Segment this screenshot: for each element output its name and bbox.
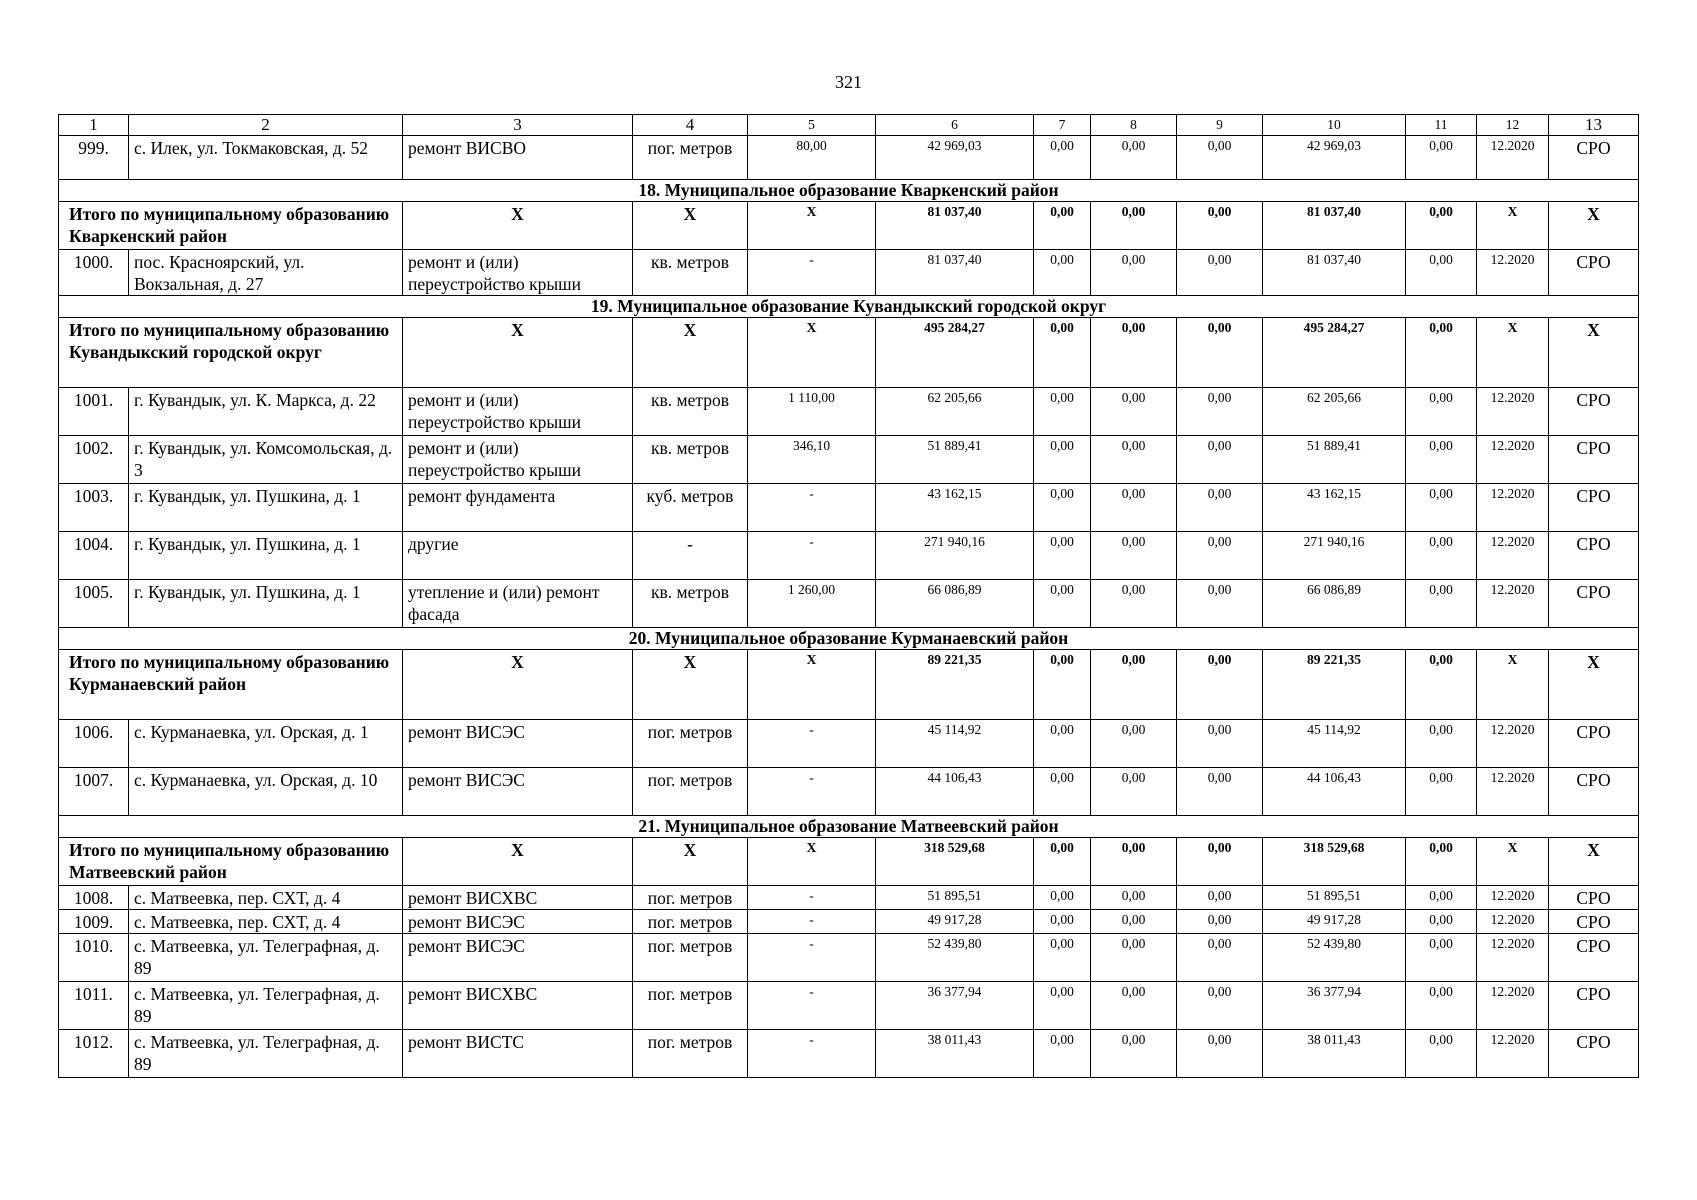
- row-address: с. Курманаевка, ул. Орская, д. 10: [129, 768, 403, 816]
- table-row: [59, 934, 1639, 982]
- total-value-c10: 81 037,40: [1263, 202, 1406, 250]
- row-value-c10: 51 889,41: [1263, 436, 1406, 484]
- row-executor: СРО: [1549, 388, 1639, 436]
- row-number: 1012.: [59, 1030, 129, 1078]
- row-unit: пог. метров: [633, 136, 748, 180]
- total-value-c8: 0,00: [1091, 202, 1177, 250]
- row-value-c5: -: [748, 532, 876, 580]
- row-address: г. Кувандык, ул. Комсомольская, д. 3: [129, 436, 403, 484]
- total-value-c7: 0,00: [1034, 202, 1091, 250]
- total-c3: Х: [403, 838, 633, 886]
- row-value-c8: 0,00: [1091, 768, 1177, 816]
- row-value-c6: 66 086,89: [876, 580, 1034, 628]
- row-number: 1011.: [59, 982, 129, 1030]
- row-address: с. Матвеевка, пер. СХТ, д. 4: [129, 910, 403, 934]
- total-c4: Х: [633, 650, 748, 720]
- row-value-c11: 0,00: [1406, 436, 1477, 484]
- total-value-c12: Х: [1477, 202, 1549, 250]
- total-value-c6: 318 529,68: [876, 838, 1034, 886]
- row-address: с. Матвеевка, ул. Телеграфная, д. 89: [129, 982, 403, 1030]
- row-number: 999.: [59, 136, 129, 180]
- total-value-c9: 0,00: [1177, 650, 1263, 720]
- table-row: [59, 250, 1639, 296]
- table-row: [59, 580, 1639, 628]
- total-row: [59, 318, 1639, 388]
- row-executor: СРО: [1549, 1030, 1639, 1078]
- total-value-c11: 0,00: [1406, 318, 1477, 388]
- row-work-type: ремонт ВИСЭС: [403, 720, 633, 768]
- row-executor: СРО: [1549, 982, 1639, 1030]
- total-value-c6: 495 284,27: [876, 318, 1034, 388]
- total-label: Итого по муниципальному образованию Матвеевский район: [59, 838, 403, 886]
- col-header: 8: [1091, 115, 1177, 136]
- row-address: г. Кувандык, ул. Пушкина, д. 1: [129, 580, 403, 628]
- row-value-c9: 0,00: [1177, 484, 1263, 532]
- row-value-c7: 0,00: [1034, 484, 1091, 532]
- row-value-c11: 0,00: [1406, 886, 1477, 910]
- total-label: Итого по муниципальному образованию Курманаевский район: [59, 650, 403, 720]
- total-c4: Х: [633, 318, 748, 388]
- table-row: [59, 1030, 1639, 1078]
- row-value-c6: 45 114,92: [876, 720, 1034, 768]
- row-value-c8: 0,00: [1091, 436, 1177, 484]
- row-value-c10: 66 086,89: [1263, 580, 1406, 628]
- row-unit: пог. метров: [633, 982, 748, 1030]
- row-value-c8: 0,00: [1091, 910, 1177, 934]
- row-value-c8: 0,00: [1091, 136, 1177, 180]
- row-value-c9: 0,00: [1177, 250, 1263, 296]
- row-work-type: утепление и (или) ремонт фасада: [403, 580, 633, 628]
- row-unit: кв. метров: [633, 580, 748, 628]
- total-value-c10: 495 284,27: [1263, 318, 1406, 388]
- row-value-c12: 12.2020: [1477, 720, 1549, 768]
- section-row: [59, 816, 1639, 838]
- row-number: 1004.: [59, 532, 129, 580]
- row-value-c10: 62 205,66: [1263, 388, 1406, 436]
- total-c3: Х: [403, 318, 633, 388]
- row-value-c5: -: [748, 1030, 876, 1078]
- row-value-c11: 0,00: [1406, 136, 1477, 180]
- row-work-type: ремонт и (или) переустройство крыши: [403, 436, 633, 484]
- row-unit: пог. метров: [633, 886, 748, 910]
- table-row: [59, 720, 1639, 768]
- total-value-c12: Х: [1477, 318, 1549, 388]
- col-header: 5: [748, 115, 876, 136]
- row-number: 1003.: [59, 484, 129, 532]
- row-value-c12: 12.2020: [1477, 1030, 1549, 1078]
- section-row: [59, 628, 1639, 650]
- row-value-c12: 12.2020: [1477, 136, 1549, 180]
- row-value-c7: 0,00: [1034, 886, 1091, 910]
- row-address: пос. Красноярский, ул. Вокзальная, д. 27: [129, 250, 403, 296]
- col-header: 3: [403, 115, 633, 136]
- total-value-c12: Х: [1477, 650, 1549, 720]
- row-number: 1001.: [59, 388, 129, 436]
- row-work-type: ремонт фундамента: [403, 484, 633, 532]
- row-value-c11: 0,00: [1406, 910, 1477, 934]
- total-value-c9: 0,00: [1177, 318, 1263, 388]
- row-value-c12: 12.2020: [1477, 886, 1549, 910]
- total-value-c6: 81 037,40: [876, 202, 1034, 250]
- row-value-c7: 0,00: [1034, 436, 1091, 484]
- row-executor: СРО: [1549, 484, 1639, 532]
- total-value-c8: 0,00: [1091, 318, 1177, 388]
- total-row: [59, 838, 1639, 886]
- row-value-c12: 12.2020: [1477, 910, 1549, 934]
- page-number: 321: [835, 72, 862, 92]
- row-value-c6: 38 011,43: [876, 1030, 1034, 1078]
- table-row: [59, 982, 1639, 1030]
- row-value-c10: 45 114,92: [1263, 720, 1406, 768]
- header-row: [59, 115, 1639, 136]
- section-title: 21. Муниципальное образование Матвеевский район: [59, 816, 1639, 838]
- total-c4: Х: [633, 838, 748, 886]
- row-work-type: ремонт ВИСХВС: [403, 886, 633, 910]
- total-value-c10: 318 529,68: [1263, 838, 1406, 886]
- row-value-c10: 51 895,51: [1263, 886, 1406, 910]
- row-unit: кв. метров: [633, 250, 748, 296]
- row-number: 1010.: [59, 934, 129, 982]
- row-value-c9: 0,00: [1177, 886, 1263, 910]
- row-value-c7: 0,00: [1034, 910, 1091, 934]
- row-value-c10: 52 439,80: [1263, 934, 1406, 982]
- row-value-c8: 0,00: [1091, 720, 1177, 768]
- col-header: 7: [1034, 115, 1091, 136]
- total-c13: Х: [1549, 318, 1639, 388]
- row-unit: пог. метров: [633, 1030, 748, 1078]
- total-c3: Х: [403, 650, 633, 720]
- total-c4: Х: [633, 202, 748, 250]
- table-row: [59, 436, 1639, 484]
- row-value-c5: -: [748, 886, 876, 910]
- row-value-c5: 80,00: [748, 136, 876, 180]
- col-header: 2: [129, 115, 403, 136]
- col-header: 13: [1549, 115, 1639, 136]
- row-value-c10: 81 037,40: [1263, 250, 1406, 296]
- row-executor: СРО: [1549, 886, 1639, 910]
- row-value-c9: 0,00: [1177, 720, 1263, 768]
- row-value-c11: 0,00: [1406, 388, 1477, 436]
- row-work-type: другие: [403, 532, 633, 580]
- section-title: 18. Муниципальное образование Кваркенский район: [59, 180, 1639, 202]
- row-value-c5: -: [748, 934, 876, 982]
- total-value-c5: Х: [748, 318, 876, 388]
- row-value-c10: 43 162,15: [1263, 484, 1406, 532]
- row-value-c11: 0,00: [1406, 720, 1477, 768]
- row-unit: кв. метров: [633, 436, 748, 484]
- row-value-c5: -: [748, 768, 876, 816]
- row-value-c6: 51 889,41: [876, 436, 1034, 484]
- row-value-c6: 43 162,15: [876, 484, 1034, 532]
- col-header: 11: [1406, 115, 1477, 136]
- row-value-c8: 0,00: [1091, 1030, 1177, 1078]
- section-title: 20. Муниципальное образование Курманаевский район: [59, 628, 1639, 650]
- row-value-c11: 0,00: [1406, 484, 1477, 532]
- row-executor: СРО: [1549, 910, 1639, 934]
- row-value-c8: 0,00: [1091, 886, 1177, 910]
- row-value-c5: 346,10: [748, 436, 876, 484]
- row-value-c9: 0,00: [1177, 436, 1263, 484]
- row-number: 1008.: [59, 886, 129, 910]
- total-value-c5: Х: [748, 838, 876, 886]
- row-value-c10: 271 940,16: [1263, 532, 1406, 580]
- row-unit: пог. метров: [633, 934, 748, 982]
- row-value-c10: 49 917,28: [1263, 910, 1406, 934]
- col-header: 12: [1477, 115, 1549, 136]
- total-value-c5: Х: [748, 650, 876, 720]
- row-number: 1000.: [59, 250, 129, 296]
- row-value-c9: 0,00: [1177, 1030, 1263, 1078]
- repair-program-table: [58, 114, 1639, 1078]
- row-address: с. Матвеевка, ул. Телеграфная, д. 89: [129, 934, 403, 982]
- total-c3: Х: [403, 202, 633, 250]
- row-value-c5: -: [748, 720, 876, 768]
- row-number: 1007.: [59, 768, 129, 816]
- row-value-c9: 0,00: [1177, 910, 1263, 934]
- row-value-c8: 0,00: [1091, 388, 1177, 436]
- col-header: 4: [633, 115, 748, 136]
- row-executor: СРО: [1549, 720, 1639, 768]
- row-value-c8: 0,00: [1091, 484, 1177, 532]
- table-row: [59, 388, 1639, 436]
- section-title: 19. Муниципальное образование Кувандыкский городской округ: [59, 296, 1639, 318]
- row-value-c6: 42 969,03: [876, 136, 1034, 180]
- row-value-c12: 12.2020: [1477, 388, 1549, 436]
- row-executor: СРО: [1549, 580, 1639, 628]
- row-address: с. Курманаевка, ул. Орская, д. 1: [129, 720, 403, 768]
- row-value-c11: 0,00: [1406, 934, 1477, 982]
- total-value-c9: 0,00: [1177, 202, 1263, 250]
- row-unit: пог. метров: [633, 910, 748, 934]
- row-value-c12: 12.2020: [1477, 768, 1549, 816]
- row-work-type: ремонт ВИСВО: [403, 136, 633, 180]
- row-value-c8: 0,00: [1091, 934, 1177, 982]
- row-value-c7: 0,00: [1034, 720, 1091, 768]
- row-address: с. Илек, ул. Токмаковская, д. 52: [129, 136, 403, 180]
- row-unit: пог. метров: [633, 720, 748, 768]
- row-value-c12: 12.2020: [1477, 982, 1549, 1030]
- row-value-c9: 0,00: [1177, 580, 1263, 628]
- section-row: [59, 296, 1639, 318]
- row-value-c12: 12.2020: [1477, 580, 1549, 628]
- row-unit: кв. метров: [633, 388, 748, 436]
- total-value-c7: 0,00: [1034, 318, 1091, 388]
- row-value-c6: 49 917,28: [876, 910, 1034, 934]
- row-executor: СРО: [1549, 136, 1639, 180]
- row-value-c9: 0,00: [1177, 982, 1263, 1030]
- total-value-c12: Х: [1477, 838, 1549, 886]
- row-value-c8: 0,00: [1091, 250, 1177, 296]
- row-value-c11: 0,00: [1406, 580, 1477, 628]
- row-value-c6: 271 940,16: [876, 532, 1034, 580]
- col-header: 10: [1263, 115, 1406, 136]
- row-unit: пог. метров: [633, 768, 748, 816]
- row-value-c12: 12.2020: [1477, 250, 1549, 296]
- row-value-c10: 42 969,03: [1263, 136, 1406, 180]
- row-unit: -: [633, 532, 748, 580]
- row-work-type: ремонт ВИСЭС: [403, 934, 633, 982]
- row-value-c5: -: [748, 910, 876, 934]
- row-value-c5: 1 110,00: [748, 388, 876, 436]
- row-value-c9: 0,00: [1177, 532, 1263, 580]
- row-value-c8: 0,00: [1091, 580, 1177, 628]
- row-value-c11: 0,00: [1406, 982, 1477, 1030]
- row-value-c5: -: [748, 484, 876, 532]
- row-value-c7: 0,00: [1034, 580, 1091, 628]
- row-executor: СРО: [1549, 532, 1639, 580]
- row-value-c12: 12.2020: [1477, 436, 1549, 484]
- row-executor: СРО: [1549, 250, 1639, 296]
- col-header: 1: [59, 115, 129, 136]
- row-value-c10: 36 377,94: [1263, 982, 1406, 1030]
- row-value-c12: 12.2020: [1477, 934, 1549, 982]
- total-value-c6: 89 221,35: [876, 650, 1034, 720]
- row-executor: СРО: [1549, 934, 1639, 982]
- row-value-c7: 0,00: [1034, 136, 1091, 180]
- col-header: 9: [1177, 115, 1263, 136]
- row-value-c10: 44 106,43: [1263, 768, 1406, 816]
- row-value-c7: 0,00: [1034, 934, 1091, 982]
- row-value-c9: 0,00: [1177, 768, 1263, 816]
- section-row: [59, 180, 1639, 202]
- table-row: [59, 910, 1639, 934]
- row-unit: куб. метров: [633, 484, 748, 532]
- total-value-c8: 0,00: [1091, 838, 1177, 886]
- row-address: г. Кувандык, ул. Пушкина, д. 1: [129, 484, 403, 532]
- row-value-c6: 51 895,51: [876, 886, 1034, 910]
- row-value-c6: 36 377,94: [876, 982, 1034, 1030]
- row-executor: СРО: [1549, 436, 1639, 484]
- total-row: [59, 650, 1639, 720]
- row-value-c8: 0,00: [1091, 982, 1177, 1030]
- row-value-c7: 0,00: [1034, 532, 1091, 580]
- col-header: 6: [876, 115, 1034, 136]
- table-row: [59, 532, 1639, 580]
- row-value-c6: 44 106,43: [876, 768, 1034, 816]
- table-row: [59, 886, 1639, 910]
- total-value-c7: 0,00: [1034, 650, 1091, 720]
- row-address: с. Матвеевка, ул. Телеграфная, д. 89: [129, 1030, 403, 1078]
- total-value-c5: Х: [748, 202, 876, 250]
- row-value-c7: 0,00: [1034, 1030, 1091, 1078]
- row-work-type: ремонт и (или) переустройство крыши: [403, 388, 633, 436]
- row-value-c12: 12.2020: [1477, 484, 1549, 532]
- table-row: [59, 768, 1639, 816]
- row-value-c5: -: [748, 250, 876, 296]
- total-value-c11: 0,00: [1406, 202, 1477, 250]
- row-number: 1006.: [59, 720, 129, 768]
- row-work-type: ремонт ВИСХВС: [403, 982, 633, 1030]
- row-value-c12: 12.2020: [1477, 532, 1549, 580]
- row-value-c5: -: [748, 982, 876, 1030]
- row-value-c9: 0,00: [1177, 934, 1263, 982]
- row-value-c7: 0,00: [1034, 388, 1091, 436]
- total-value-c11: 0,00: [1406, 650, 1477, 720]
- total-value-c11: 0,00: [1406, 838, 1477, 886]
- total-label: Итого по муниципальному образованию Кваркенский район: [59, 202, 403, 250]
- row-value-c11: 0,00: [1406, 250, 1477, 296]
- row-value-c9: 0,00: [1177, 136, 1263, 180]
- row-number: 1002.: [59, 436, 129, 484]
- row-value-c7: 0,00: [1034, 768, 1091, 816]
- row-work-type: ремонт ВИСТС: [403, 1030, 633, 1078]
- row-value-c9: 0,00: [1177, 388, 1263, 436]
- row-value-c5: 1 260,00: [748, 580, 876, 628]
- row-address: г. Кувандык, ул. К. Маркса, д. 22: [129, 388, 403, 436]
- row-value-c11: 0,00: [1406, 768, 1477, 816]
- row-value-c10: 38 011,43: [1263, 1030, 1406, 1078]
- row-value-c8: 0,00: [1091, 532, 1177, 580]
- row-value-c6: 81 037,40: [876, 250, 1034, 296]
- row-value-c6: 52 439,80: [876, 934, 1034, 982]
- row-value-c6: 62 205,66: [876, 388, 1034, 436]
- row-number: 1009.: [59, 910, 129, 934]
- row-work-type: ремонт ВИСЭС: [403, 768, 633, 816]
- total-c13: Х: [1549, 838, 1639, 886]
- total-value-c9: 0,00: [1177, 838, 1263, 886]
- row-address: г. Кувандык, ул. Пушкина, д. 1: [129, 532, 403, 580]
- row-address: с. Матвеевка, пер. СХТ, д. 4: [129, 886, 403, 910]
- total-c13: Х: [1549, 202, 1639, 250]
- table-row: [59, 484, 1639, 532]
- row-value-c11: 0,00: [1406, 1030, 1477, 1078]
- row-number: 1005.: [59, 580, 129, 628]
- row-work-type: ремонт ВИСЭС: [403, 910, 633, 934]
- row-work-type: ремонт и (или) переустройство крыши: [403, 250, 633, 296]
- row-value-c7: 0,00: [1034, 250, 1091, 296]
- total-value-c8: 0,00: [1091, 650, 1177, 720]
- row-value-c11: 0,00: [1406, 532, 1477, 580]
- total-value-c10: 89 221,35: [1263, 650, 1406, 720]
- table-row: [59, 136, 1639, 180]
- row-value-c7: 0,00: [1034, 982, 1091, 1030]
- total-label: Итого по муниципальному образованию Кувандыкский городской округ: [59, 318, 403, 388]
- total-c13: Х: [1549, 650, 1639, 720]
- total-value-c7: 0,00: [1034, 838, 1091, 886]
- total-row: [59, 202, 1639, 250]
- row-executor: СРО: [1549, 768, 1639, 816]
